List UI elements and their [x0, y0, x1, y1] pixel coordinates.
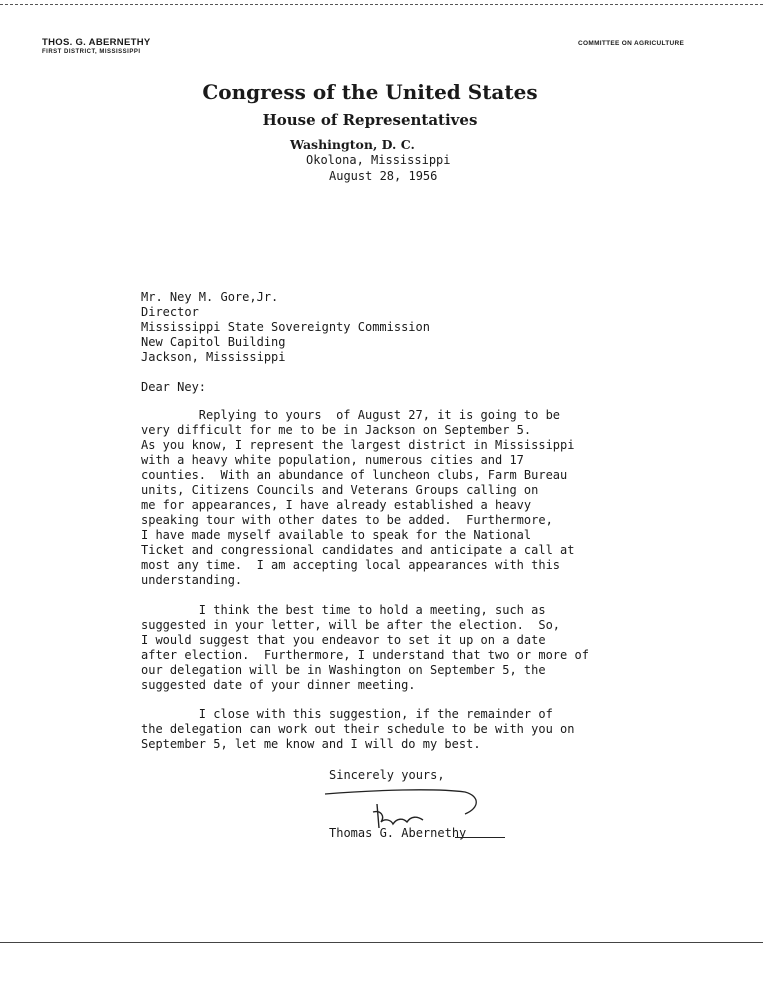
recipient-title: Director: [141, 305, 199, 319]
scan-edge-top: [0, 4, 763, 5]
letter-place: Okolona, Mississippi: [306, 153, 451, 167]
committee-name: COMMITTEE ON AGRICULTURE: [578, 40, 685, 47]
letterhead-house: House of Representatives: [262, 111, 478, 129]
signature-underline: [455, 837, 505, 838]
salutation: Dear Ney:: [141, 380, 207, 394]
recipient-city: Jackson, Mississippi: [141, 350, 286, 364]
letterhead-congress: Congress of the United States: [202, 80, 538, 104]
recipient-organization: Mississippi State Sovereignty Commission: [141, 320, 430, 334]
recipient-address: [141, 290, 430, 365]
closing: Sincerely yours,: [329, 768, 445, 782]
recipient-building: New Capitol Building: [141, 335, 286, 349]
signature-name: Thomas G. Abernethy: [329, 826, 467, 840]
letter-date: August 28, 1956: [329, 169, 438, 183]
body-paragraph: Replying to yours of August 27, it is going to be very difficult for me to be in Jackson on September 5. As you know, I represent the largest district in Mississippi with a heavy white population, numerous cities and 17 counties. With an abundance of luncheon clubs, Farm Bureau units, Citizens Councils and Veterans Groups calling on me for appearances, I have already established a heavy speaking tour with other dates to be added. Furthermore, I have made myself available to speak for the National Ticket and congressional candidates and anticipate a call at most any time. I am accepting local appearances with this understanding.: [141, 408, 575, 587]
body-paragraph: I close with this suggestion, if the remainder of the delegation can work out their schedule to be with you on September 5, let me know and I will do my best.: [141, 707, 575, 751]
member-header: [42, 37, 151, 55]
body-paragraph: I think the best time to hold a meeting, such as suggested in your letter, will be after the election. So, I would suggest that you endeavor to set it up on a date after election. Furthermore, I understand that two or more of our delegation will be in Washington on September 5, the suggested date of your dinner meeting.: [141, 603, 589, 692]
member-name: THOS. G. ABERNETHY: [42, 37, 151, 48]
recipient-name: Mr. Ney M. Gore,Jr.: [141, 290, 279, 304]
letterhead-city: Washington, D. C.: [290, 137, 415, 152]
scan-edge-bottom: [0, 942, 763, 943]
member-district: FIRST DISTRICT, MISSISSIPPI: [42, 49, 141, 55]
